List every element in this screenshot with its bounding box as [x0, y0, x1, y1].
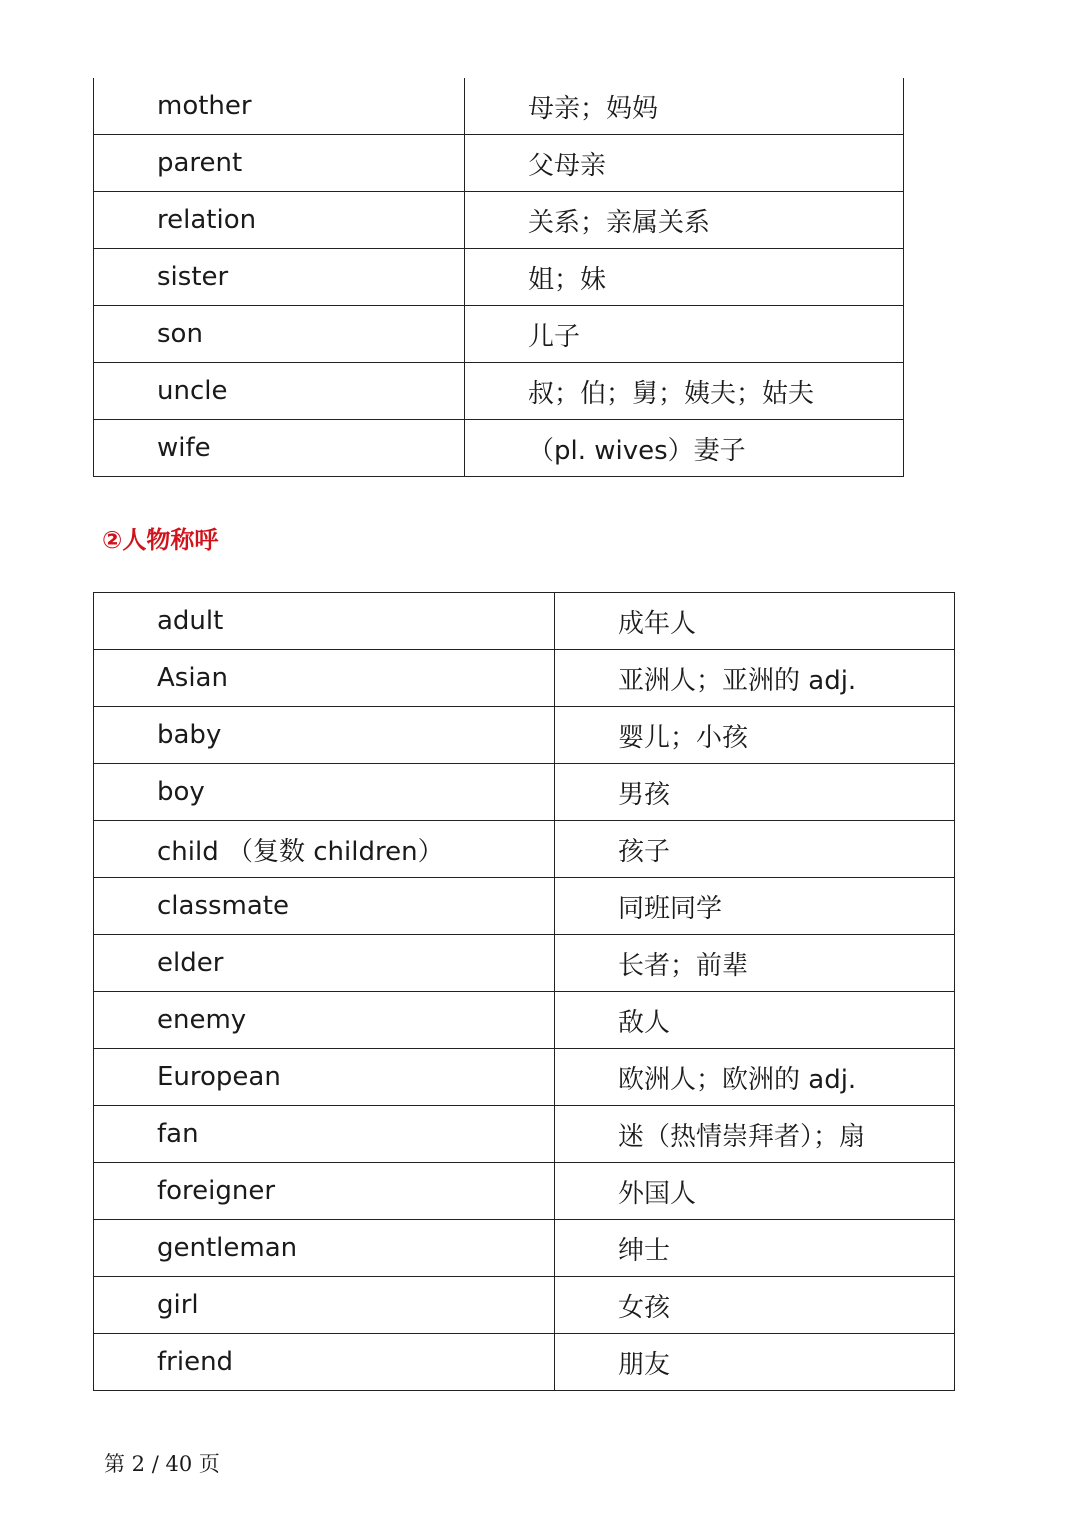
chinese-meaning: 成年人: [555, 593, 955, 650]
english-word: European: [94, 1049, 555, 1106]
table-row: [94, 650, 955, 707]
table-row: [94, 192, 904, 249]
english-word: foreigner: [94, 1163, 555, 1220]
english-word: elder: [94, 935, 555, 992]
chinese-meaning: 绅士: [555, 1220, 955, 1277]
table-row: [94, 363, 904, 420]
table-row: [94, 935, 955, 992]
english-word: Asian: [94, 650, 555, 707]
table-row: [94, 878, 955, 935]
chinese-meaning: 亚洲人；亚洲的 adj.: [555, 650, 955, 707]
table-row: [94, 1163, 955, 1220]
english-word: classmate: [94, 878, 555, 935]
table-row: [94, 707, 955, 764]
english-word: mother: [94, 78, 465, 135]
table-row: [94, 1334, 955, 1391]
chinese-meaning: 婴儿；小孩: [555, 707, 955, 764]
chinese-meaning: 关系；亲属关系: [465, 192, 904, 249]
table-row: [94, 1049, 955, 1106]
table-row: [94, 135, 904, 192]
english-word: adult: [94, 593, 555, 650]
chinese-meaning: 男孩: [555, 764, 955, 821]
people-vocab-table: [93, 592, 955, 1391]
english-word: girl: [94, 1277, 555, 1334]
chinese-meaning: 儿子: [465, 306, 904, 363]
chinese-meaning: 迷（热情崇拜者）；扇: [555, 1106, 955, 1163]
chinese-meaning: 长者；前辈: [555, 935, 955, 992]
table-row: [94, 306, 904, 363]
english-word: gentleman: [94, 1220, 555, 1277]
chinese-meaning: 孩子: [555, 821, 955, 878]
page-number: 第 2 / 40 页: [104, 1452, 220, 1476]
chinese-meaning: （pl. wives）妻子: [465, 420, 904, 477]
family-vocab-table: [93, 78, 904, 477]
english-word: son: [94, 306, 465, 363]
chinese-meaning: 欧洲人；欧洲的 adj.: [555, 1049, 955, 1106]
english-word: uncle: [94, 363, 465, 420]
table-row: [94, 249, 904, 306]
table-row: [94, 1220, 955, 1277]
chinese-meaning: 朋友: [555, 1334, 955, 1391]
table-row: [94, 420, 904, 477]
chinese-meaning: 叔；伯；舅；姨夫；姑夫: [465, 363, 904, 420]
table-row: [94, 78, 904, 135]
table-row: [94, 1106, 955, 1163]
english-word: enemy: [94, 992, 555, 1049]
chinese-meaning: 母亲；妈妈: [465, 78, 904, 135]
english-word: sister: [94, 249, 465, 306]
chinese-meaning: 女孩: [555, 1277, 955, 1334]
chinese-meaning: 敌人: [555, 992, 955, 1049]
english-word: wife: [94, 420, 465, 477]
english-word: boy: [94, 764, 555, 821]
chinese-meaning: 同班同学: [555, 878, 955, 935]
english-word: friend: [94, 1334, 555, 1391]
english-word: baby: [94, 707, 555, 764]
table-row: [94, 992, 955, 1049]
table-row: [94, 821, 955, 878]
english-word: fan: [94, 1106, 555, 1163]
chinese-meaning: 姐；妹: [465, 249, 904, 306]
section-heading: ②人物称呼: [102, 526, 219, 554]
chinese-meaning: 外国人: [555, 1163, 955, 1220]
table-row: [94, 764, 955, 821]
english-word: relation: [94, 192, 465, 249]
english-word: child （复数 children）: [94, 821, 555, 878]
english-word: parent: [94, 135, 465, 192]
chinese-meaning: 父母亲: [465, 135, 904, 192]
table-row: [94, 593, 955, 650]
table-row: [94, 1277, 955, 1334]
